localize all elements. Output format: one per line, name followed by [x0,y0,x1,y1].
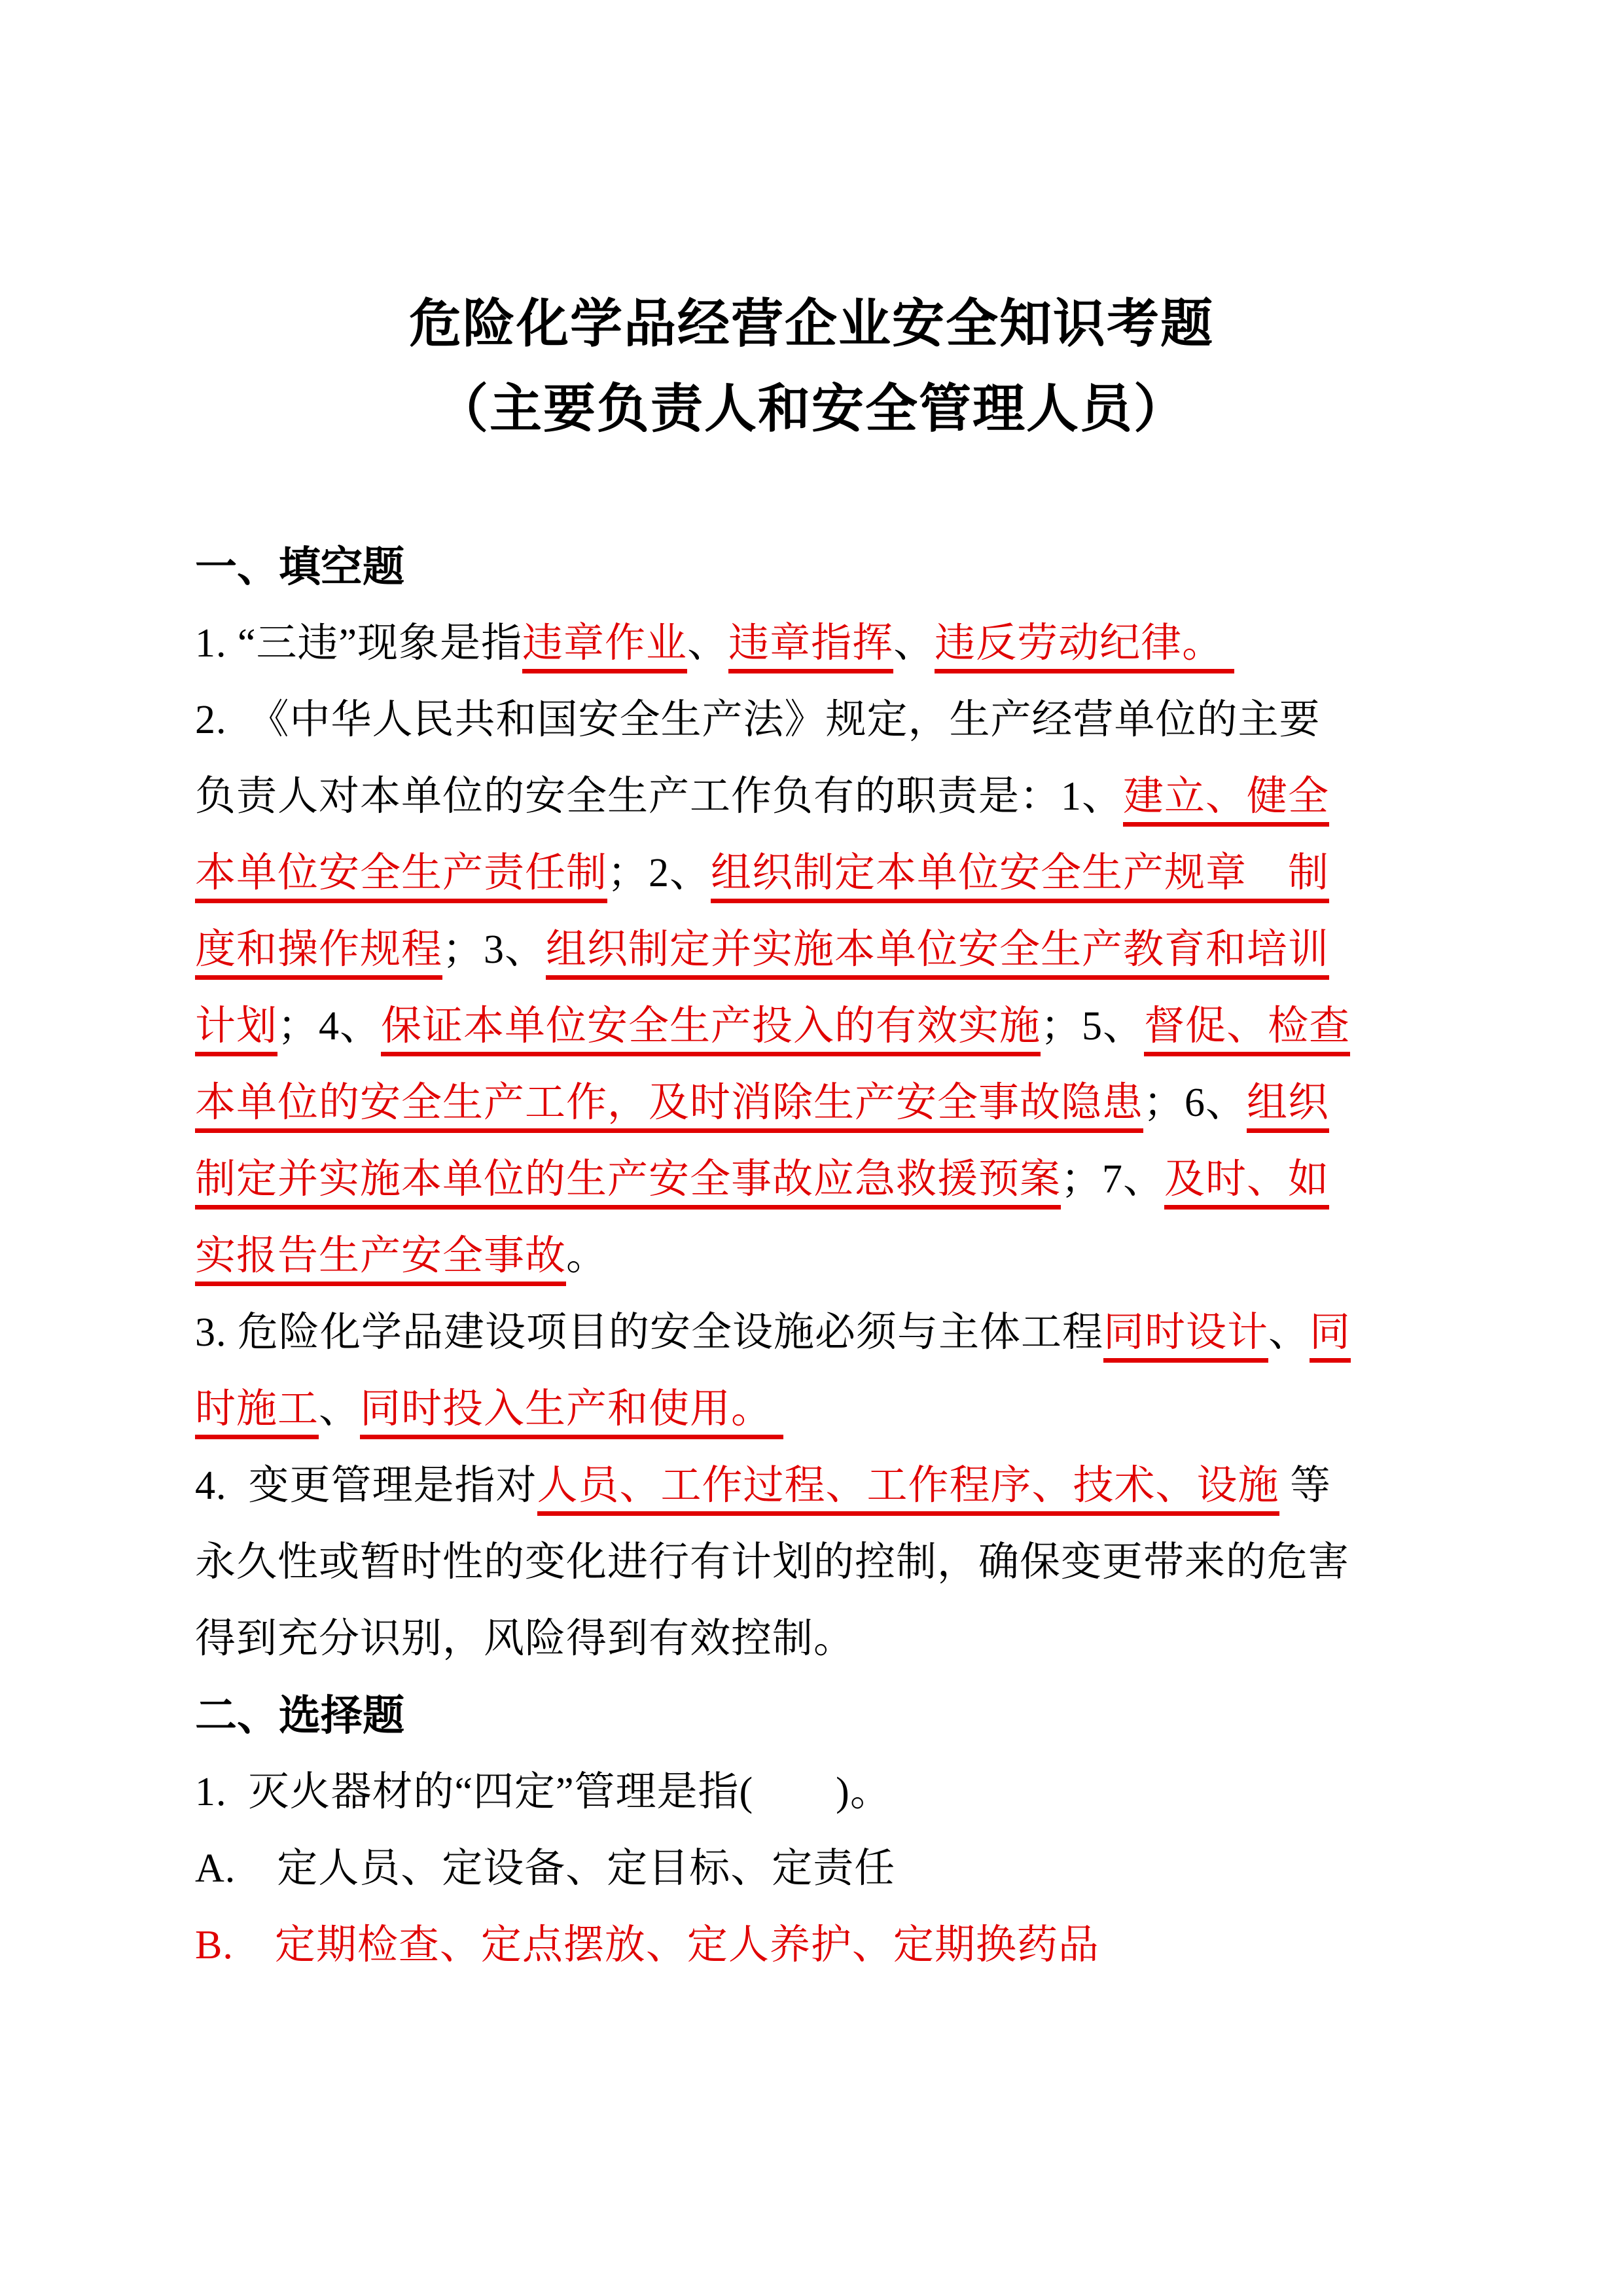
text-segment: 4. 变更管理是指对 [195,1463,537,1508]
text-segment: 、 [319,1387,361,1431]
answer-segment: 实报告生产安全事故 [195,1234,566,1286]
text-segment: 等 [1279,1463,1332,1508]
answer-segment: 建立、健全 [1123,774,1329,827]
text-segment: 。 [566,1234,608,1278]
text-segment: ；2、 [607,851,711,895]
answer-segment: 组织 [1247,1081,1329,1133]
answer-segment: 人员、工作过程、工作程序、技术、设施 [537,1463,1279,1516]
text-line [195,1295,1428,1371]
document-title [195,281,1428,452]
text-segment: 2. 《中华人民共和国安全生产法》规定，生产经营单位的主要 [195,698,1321,742]
answer-segment: 违章作业 [522,621,687,673]
answer-segment: 计划 [195,1004,277,1056]
section-heading-1: 一、填空题 [195,543,404,590]
answer-segment: 本单位的安全生产工作，及时消除生产安全事故隐患 [195,1081,1143,1133]
answer-segment: 保证本单位安全生产投入的有效实施 [381,1004,1041,1056]
text-line [195,1371,1428,1448]
answer-segment: 时施工 [195,1387,319,1439]
text-line [195,835,1428,912]
answer-segment: 同时设计 [1103,1310,1268,1363]
text-segment: 、 [687,621,729,666]
title-line-2: （主要负责人和安全管理人员） [436,380,1187,438]
text-line [195,759,1428,835]
text-segment: 1. 灭火器材的“四定”管理是指( )。 [195,1770,891,1814]
answer-segment: 违章指挥 [728,621,893,673]
answer-segment: 同时投入生产和使用。 [360,1387,783,1439]
text-segment: 、 [1268,1310,1310,1355]
answer-segment: 制定并实施本单位的生产安全事故应急救援预案 [195,1157,1061,1210]
text-segment: A. 定人员、定设备、定目标、定责任 [195,1846,896,1891]
text-segment: ；3、 [442,927,546,972]
text-line [195,1754,1428,1831]
text-segment: 永久性或暂时性的变化进行有计划的控制，确保变更带来的危害 [195,1540,1350,1585]
text-segment: 、 [893,621,935,666]
text-line [195,1065,1428,1141]
answer-segment: B. 定期检查、定点摆放、定人养护、定期换药品 [195,1923,1099,1967]
text-segment: ；5、 [1041,1004,1145,1049]
text-line [195,1831,1428,1907]
answer-segment: 违反劳动纪律。 [935,621,1234,673]
answer-segment: 本单位安全生产责任制 [195,851,607,903]
text-line [195,988,1428,1065]
text-line [195,605,1428,682]
text-line [195,1907,1428,1984]
text-line [195,1141,1428,1218]
answer-segment: 组织制定本单位安全生产规章 制 [711,851,1329,903]
text-segment: 3. 危险化学品建设项目的安全设施必须与主体工程 [195,1310,1104,1355]
answer-segment: 督促、检查 [1144,1004,1350,1056]
text-line [195,912,1428,988]
text-segment: 得到充分识别，风险得到有效控制。 [195,1617,855,1661]
title-line-1: 危险化学品经营企业安全知识考题 [409,295,1214,353]
text-line [195,1601,1428,1677]
text-segment: 负责人对本单位的安全生产工作负有的职责是：1、 [195,774,1124,819]
text-line [195,1524,1428,1601]
section-heading-2: 二、选择题 [195,1692,404,1739]
text-segment: 1. “三违”现象是指 [195,621,523,666]
text-segment: ；6、 [1143,1081,1247,1125]
answer-segment: 组织制定并实施本单位安全生产教育和培训 [546,927,1329,980]
answer-segment: 度和操作规程 [195,927,442,980]
answer-segment: 及时、如 [1164,1157,1329,1210]
text-segment: ；7、 [1061,1157,1165,1202]
document-body [195,529,1428,1984]
text-segment: ；4、 [277,1004,382,1049]
text-line [195,1218,1428,1295]
text-line [195,682,1428,759]
text-line [195,1448,1428,1524]
answer-segment: 同 [1310,1310,1351,1363]
